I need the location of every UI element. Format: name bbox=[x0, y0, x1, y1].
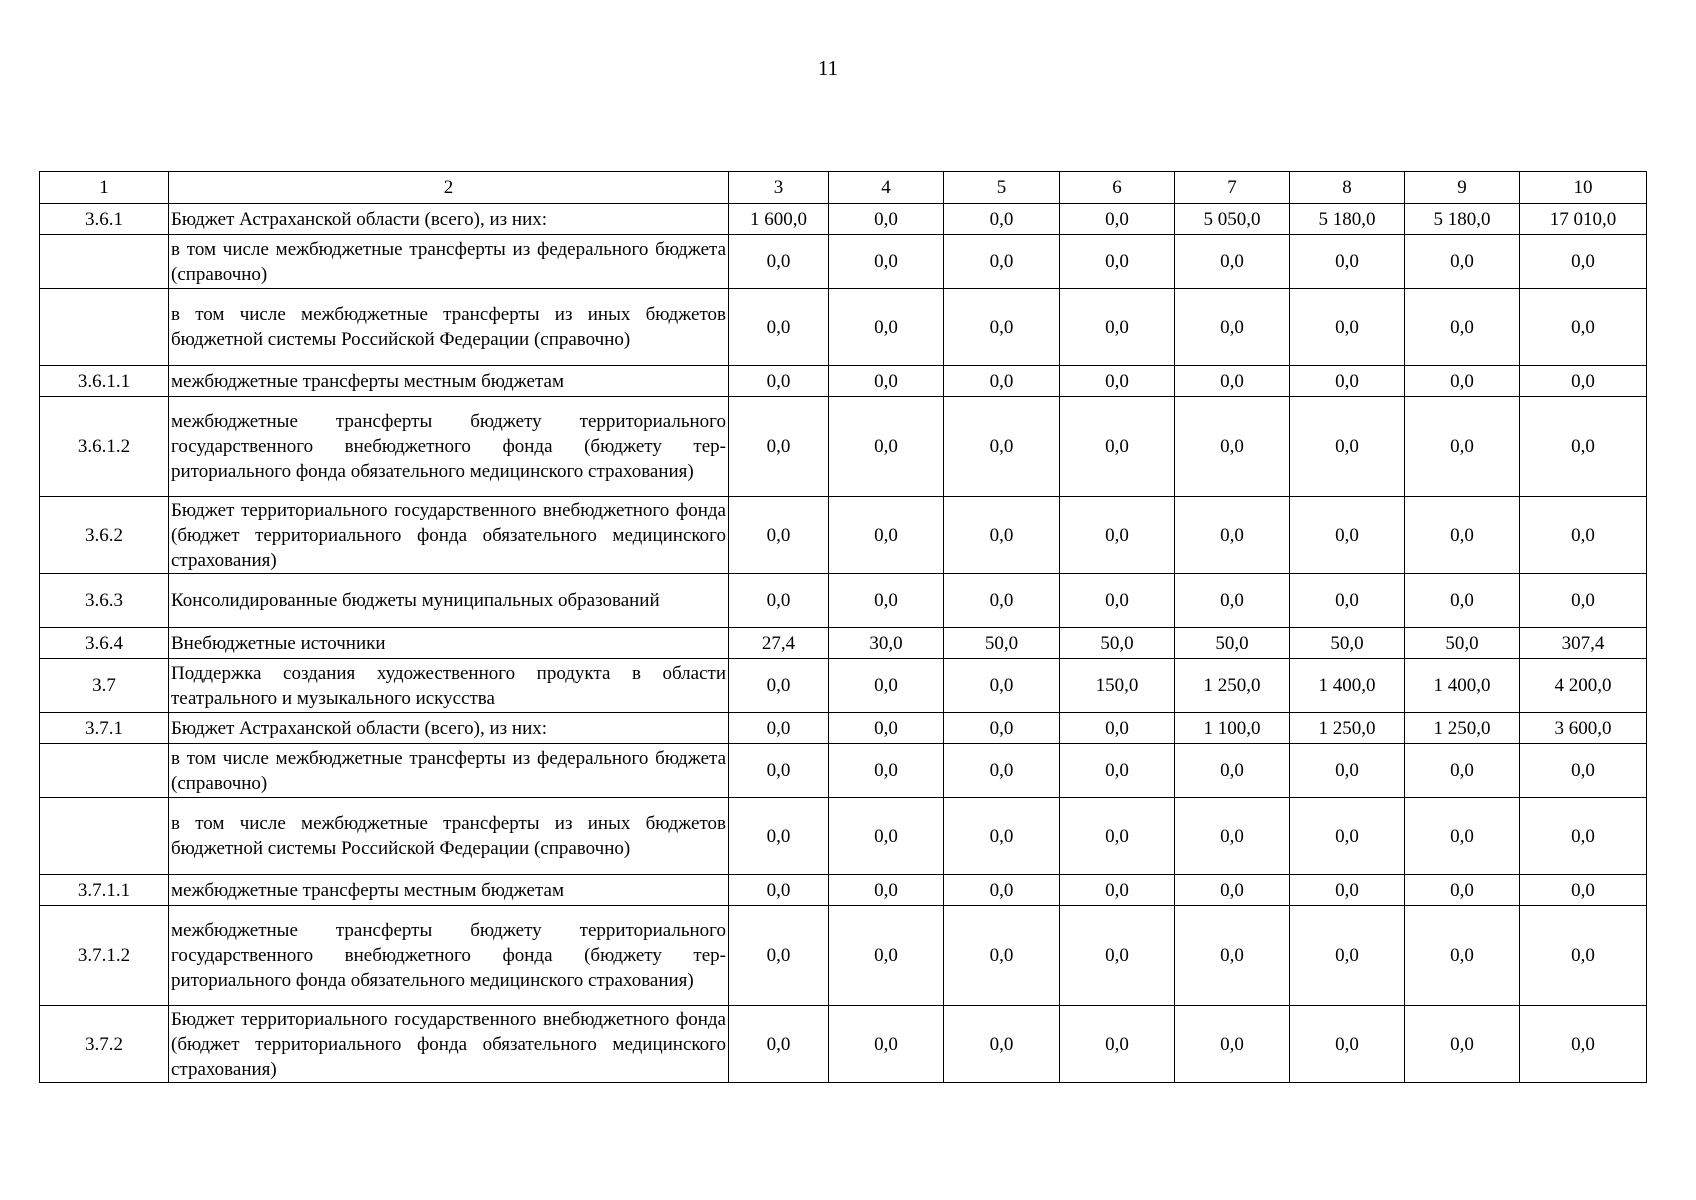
value-cell: 0,0 bbox=[729, 366, 829, 397]
value-cell: 0,0 bbox=[1060, 744, 1175, 798]
value-cell: 0,0 bbox=[1405, 1006, 1520, 1083]
row-description: Внебюджетные источники bbox=[169, 628, 729, 659]
row-code: 3.6.3 bbox=[40, 574, 169, 628]
value-cell: 0,0 bbox=[944, 713, 1060, 744]
value-cell: 0,0 bbox=[829, 744, 944, 798]
header-cell: 2 bbox=[169, 172, 729, 204]
value-cell: 0,0 bbox=[1405, 289, 1520, 366]
row-description: Бюджет Астраханской области (всего), из них: bbox=[169, 713, 729, 744]
value-cell: 0,0 bbox=[1060, 798, 1175, 875]
value-cell: 0,0 bbox=[1060, 397, 1175, 497]
value-cell: 0,0 bbox=[729, 744, 829, 798]
row-code: 3.7 bbox=[40, 659, 169, 713]
row-description: Поддержка создания художественного продукта в области театрального и музыкального искусства bbox=[169, 659, 729, 713]
row-description: Бюджет территориального государственного внебюджетного фонда (бюджет территориального фонда обязательного медицинского страхования) bbox=[169, 1006, 729, 1083]
header-row bbox=[40, 172, 1647, 204]
value-cell: 0,0 bbox=[944, 235, 1060, 289]
row-code: 3.7.1.1 bbox=[40, 875, 169, 906]
row-code bbox=[40, 798, 169, 875]
value-cell: 0,0 bbox=[1405, 906, 1520, 1006]
row-description: Бюджет территориального государственного внебюджетного фонда (бюджет территориального фонда обязательного медицинского страхования) bbox=[169, 497, 729, 574]
value-cell: 50,0 bbox=[1175, 628, 1290, 659]
value-cell: 0,0 bbox=[829, 798, 944, 875]
header-cell: 4 bbox=[829, 172, 944, 204]
value-cell: 0,0 bbox=[729, 574, 829, 628]
row-code: 3.7.1 bbox=[40, 713, 169, 744]
value-cell: 0,0 bbox=[1520, 744, 1647, 798]
row-description: в том числе межбюджетные трансферты из федерального бюджета (справочно) bbox=[169, 744, 729, 798]
row-description: в том числе межбюджетные трансферты из иных бюджетов бюджетной системы Российской Федерации (справочно) bbox=[169, 289, 729, 366]
value-cell: 0,0 bbox=[729, 289, 829, 366]
table-row bbox=[40, 906, 1647, 1006]
row-code bbox=[40, 235, 169, 289]
value-cell: 1 250,0 bbox=[1175, 659, 1290, 713]
row-description: Бюджет Астраханской области (всего), из них: bbox=[169, 204, 729, 235]
table-row bbox=[40, 397, 1647, 497]
value-cell: 0,0 bbox=[1405, 497, 1520, 574]
value-cell: 0,0 bbox=[1060, 235, 1175, 289]
value-cell: 0,0 bbox=[944, 397, 1060, 497]
row-code bbox=[40, 744, 169, 798]
header-cell: 5 bbox=[944, 172, 1060, 204]
value-cell: 0,0 bbox=[1060, 289, 1175, 366]
value-cell: 1 600,0 bbox=[729, 204, 829, 235]
value-cell: 0,0 bbox=[729, 497, 829, 574]
table-row bbox=[40, 875, 1647, 906]
row-code: 3.6.2 bbox=[40, 497, 169, 574]
value-cell: 0,0 bbox=[1060, 1006, 1175, 1083]
value-cell: 0,0 bbox=[1060, 204, 1175, 235]
value-cell: 3 600,0 bbox=[1520, 713, 1647, 744]
value-cell: 0,0 bbox=[944, 906, 1060, 1006]
table-row bbox=[40, 574, 1647, 628]
value-cell: 4 200,0 bbox=[1520, 659, 1647, 713]
value-cell: 0,0 bbox=[1520, 235, 1647, 289]
value-cell: 0,0 bbox=[1520, 798, 1647, 875]
value-cell: 0,0 bbox=[729, 659, 829, 713]
table-row bbox=[40, 713, 1647, 744]
row-description: межбюджетные трансферты бюджету территориального государственного внебюджетного фонда (бюджету территориального фонда обязательного медицинского страхования) bbox=[169, 906, 729, 1006]
value-cell: 0,0 bbox=[1060, 875, 1175, 906]
value-cell: 0,0 bbox=[829, 574, 944, 628]
value-cell: 0,0 bbox=[944, 1006, 1060, 1083]
value-cell: 0,0 bbox=[1290, 497, 1405, 574]
value-cell: 0,0 bbox=[729, 235, 829, 289]
value-cell: 0,0 bbox=[1175, 497, 1290, 574]
value-cell: 0,0 bbox=[729, 1006, 829, 1083]
table-body bbox=[40, 172, 1647, 1083]
value-cell: 0,0 bbox=[1520, 366, 1647, 397]
value-cell: 0,0 bbox=[729, 875, 829, 906]
value-cell: 0,0 bbox=[1175, 574, 1290, 628]
value-cell: 0,0 bbox=[1175, 744, 1290, 798]
row-code: 3.6.4 bbox=[40, 628, 169, 659]
value-cell: 0,0 bbox=[944, 659, 1060, 713]
value-cell: 0,0 bbox=[944, 744, 1060, 798]
value-cell: 0,0 bbox=[1060, 713, 1175, 744]
value-cell: 0,0 bbox=[1290, 1006, 1405, 1083]
header-cell: 7 bbox=[1175, 172, 1290, 204]
value-cell: 0,0 bbox=[1175, 397, 1290, 497]
value-cell: 50,0 bbox=[1290, 628, 1405, 659]
value-cell: 0,0 bbox=[729, 397, 829, 497]
value-cell: 0,0 bbox=[829, 289, 944, 366]
value-cell: 0,0 bbox=[1405, 397, 1520, 497]
value-cell: 0,0 bbox=[1060, 574, 1175, 628]
value-cell: 0,0 bbox=[1520, 497, 1647, 574]
value-cell: 0,0 bbox=[1290, 289, 1405, 366]
row-description: в том числе межбюджетные трансферты из иных бюджетов бюджетной системы Российской Федерации (справочно) bbox=[169, 798, 729, 875]
value-cell: 0,0 bbox=[1290, 366, 1405, 397]
value-cell: 0,0 bbox=[829, 397, 944, 497]
value-cell: 0,0 bbox=[1520, 397, 1647, 497]
value-cell: 0,0 bbox=[1405, 798, 1520, 875]
value-cell: 1 400,0 bbox=[1290, 659, 1405, 713]
value-cell: 0,0 bbox=[1290, 875, 1405, 906]
value-cell: 0,0 bbox=[1405, 744, 1520, 798]
value-cell: 0,0 bbox=[944, 574, 1060, 628]
value-cell: 0,0 bbox=[729, 906, 829, 1006]
table-row bbox=[40, 497, 1647, 574]
value-cell: 0,0 bbox=[829, 659, 944, 713]
header-cell: 1 bbox=[40, 172, 169, 204]
value-cell: 0,0 bbox=[1175, 906, 1290, 1006]
value-cell: 0,0 bbox=[1290, 798, 1405, 875]
value-cell: 0,0 bbox=[1175, 798, 1290, 875]
row-description: межбюджетные трансферты местным бюджетам bbox=[169, 366, 729, 397]
row-description: в том числе межбюджетные трансферты из федерального бюджета (справочно) bbox=[169, 235, 729, 289]
row-code: 3.6.1 bbox=[40, 204, 169, 235]
page-number: 11 bbox=[817, 56, 839, 80]
value-cell: 0,0 bbox=[829, 713, 944, 744]
value-cell: 0,0 bbox=[944, 289, 1060, 366]
value-cell: 0,0 bbox=[944, 204, 1060, 235]
value-cell: 0,0 bbox=[729, 713, 829, 744]
value-cell: 0,0 bbox=[1175, 235, 1290, 289]
table-row bbox=[40, 659, 1647, 713]
value-cell: 0,0 bbox=[1290, 397, 1405, 497]
value-cell: 0,0 bbox=[829, 235, 944, 289]
value-cell: 5 180,0 bbox=[1405, 204, 1520, 235]
value-cell: 0,0 bbox=[1175, 366, 1290, 397]
table-row bbox=[40, 289, 1647, 366]
header-cell: 3 bbox=[729, 172, 829, 204]
row-code: 3.6.1.1 bbox=[40, 366, 169, 397]
table-row bbox=[40, 235, 1647, 289]
value-cell: 0,0 bbox=[1060, 906, 1175, 1006]
value-cell: 0,0 bbox=[1520, 875, 1647, 906]
value-cell: 0,0 bbox=[729, 798, 829, 875]
value-cell: 50,0 bbox=[944, 628, 1060, 659]
value-cell: 30,0 bbox=[829, 628, 944, 659]
header-cell: 6 bbox=[1060, 172, 1175, 204]
budget-table bbox=[39, 171, 1647, 1083]
value-cell: 0,0 bbox=[1290, 574, 1405, 628]
header-cell: 9 bbox=[1405, 172, 1520, 204]
value-cell: 0,0 bbox=[944, 366, 1060, 397]
value-cell: 27,4 bbox=[729, 628, 829, 659]
value-cell: 0,0 bbox=[944, 875, 1060, 906]
header-cell: 8 bbox=[1290, 172, 1405, 204]
value-cell: 0,0 bbox=[1405, 366, 1520, 397]
value-cell: 0,0 bbox=[829, 366, 944, 397]
row-description: межбюджетные трансферты местным бюджетам bbox=[169, 875, 729, 906]
value-cell: 1 400,0 bbox=[1405, 659, 1520, 713]
value-cell: 0,0 bbox=[944, 798, 1060, 875]
value-cell: 0,0 bbox=[1175, 1006, 1290, 1083]
value-cell: 5 050,0 bbox=[1175, 204, 1290, 235]
table-row bbox=[40, 1006, 1647, 1083]
row-code bbox=[40, 289, 169, 366]
table-row bbox=[40, 204, 1647, 235]
value-cell: 0,0 bbox=[1520, 289, 1647, 366]
header-cell: 10 bbox=[1520, 172, 1647, 204]
value-cell: 0,0 bbox=[1060, 366, 1175, 397]
value-cell: 17 010,0 bbox=[1520, 204, 1647, 235]
row-description: межбюджетные трансферты бюджету территориального государственного внебюджетного фонда (бюджету территориального фонда обязательного медицинского страхования) bbox=[169, 397, 729, 497]
value-cell: 0,0 bbox=[1405, 235, 1520, 289]
value-cell: 0,0 bbox=[829, 875, 944, 906]
value-cell: 0,0 bbox=[1520, 906, 1647, 1006]
value-cell: 1 100,0 bbox=[1175, 713, 1290, 744]
value-cell: 0,0 bbox=[829, 1006, 944, 1083]
table-row bbox=[40, 366, 1647, 397]
value-cell: 50,0 bbox=[1060, 628, 1175, 659]
value-cell: 50,0 bbox=[1405, 628, 1520, 659]
value-cell: 0,0 bbox=[829, 497, 944, 574]
table-row bbox=[40, 798, 1647, 875]
table-row bbox=[40, 628, 1647, 659]
value-cell: 307,4 bbox=[1520, 628, 1647, 659]
row-code: 3.7.2 bbox=[40, 1006, 169, 1083]
row-code: 3.7.1.2 bbox=[40, 906, 169, 1006]
table-row bbox=[40, 744, 1647, 798]
value-cell: 0,0 bbox=[1405, 574, 1520, 628]
value-cell: 0,0 bbox=[1290, 235, 1405, 289]
value-cell: 0,0 bbox=[1405, 875, 1520, 906]
value-cell: 0,0 bbox=[1290, 906, 1405, 1006]
value-cell: 1 250,0 bbox=[1405, 713, 1520, 744]
value-cell: 0,0 bbox=[829, 906, 944, 1006]
row-description: Консолидированные бюджеты муниципальных образований bbox=[169, 574, 729, 628]
value-cell: 0,0 bbox=[1175, 875, 1290, 906]
value-cell: 0,0 bbox=[829, 204, 944, 235]
value-cell: 0,0 bbox=[1175, 289, 1290, 366]
value-cell: 0,0 bbox=[944, 497, 1060, 574]
value-cell: 5 180,0 bbox=[1290, 204, 1405, 235]
row-code: 3.6.1.2 bbox=[40, 397, 169, 497]
value-cell: 0,0 bbox=[1290, 744, 1405, 798]
value-cell: 0,0 bbox=[1060, 497, 1175, 574]
value-cell: 150,0 bbox=[1060, 659, 1175, 713]
value-cell: 0,0 bbox=[1520, 1006, 1647, 1083]
value-cell: 1 250,0 bbox=[1290, 713, 1405, 744]
value-cell: 0,0 bbox=[1520, 574, 1647, 628]
